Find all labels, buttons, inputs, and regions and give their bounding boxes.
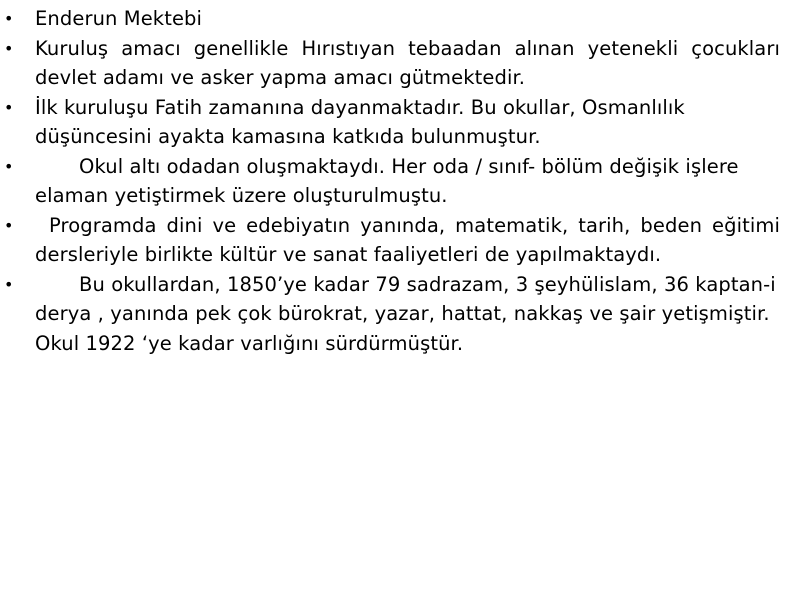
bullet-item-rooms [4,152,780,211]
bullet-text: Enderun Mektebi [35,7,203,30]
bullet-text: Kuruluş amacı genellikle Hırıstıyan tebaadan alınan yetenekli çocukları devlet adamı ve asker yapma amacı gütmektedir. [35,36,780,89]
bullet-item-graduates [4,270,780,359]
bullet-text: Okul altı odadan oluşmaktaydı. Her oda / sınıf- bölüm değişik işlere elaman yetiştirmek üzere oluşturulmuştu. [35,154,739,207]
bullet-item-curriculum [4,211,780,270]
bullet-text: İlk kuruluşu Fatih zamanına dayanmaktadır. Bu okullar, Osmanlılık düşüncesini ayakta kamasına katkıda bulunmuştur. [35,95,685,148]
bullet-item-purpose [4,34,780,93]
bullet-icon: • [4,38,14,58]
bullet-icon: • [4,9,14,28]
bullet-icon: • [4,156,14,176]
bullet-icon: • [4,274,14,294]
bullet-item-title [4,4,780,34]
bullet-text: Programda dini ve edebiyatın yanında, matematik, tarih, beden eğitimi dersleriyle birlikte kültür ve sanat faaliyetleri de yapılmaktaydı. [35,213,780,266]
bullet-text: Bu okullardan, 1850’ye kadar 79 sadrazam, 3 şeyhülislam, 36 kaptan-i derya , yanında pek çok bürokrat, yazar, hattat, nakkaş ve şair yetişmiştir. Okul 1922 ‘ye kadar varlığını sürdürmüştür. [35,272,776,355]
bullet-item-founding [4,93,780,152]
bullet-icon: • [4,97,14,117]
bullet-icon: • [4,215,14,235]
bullet-list [4,4,780,358]
